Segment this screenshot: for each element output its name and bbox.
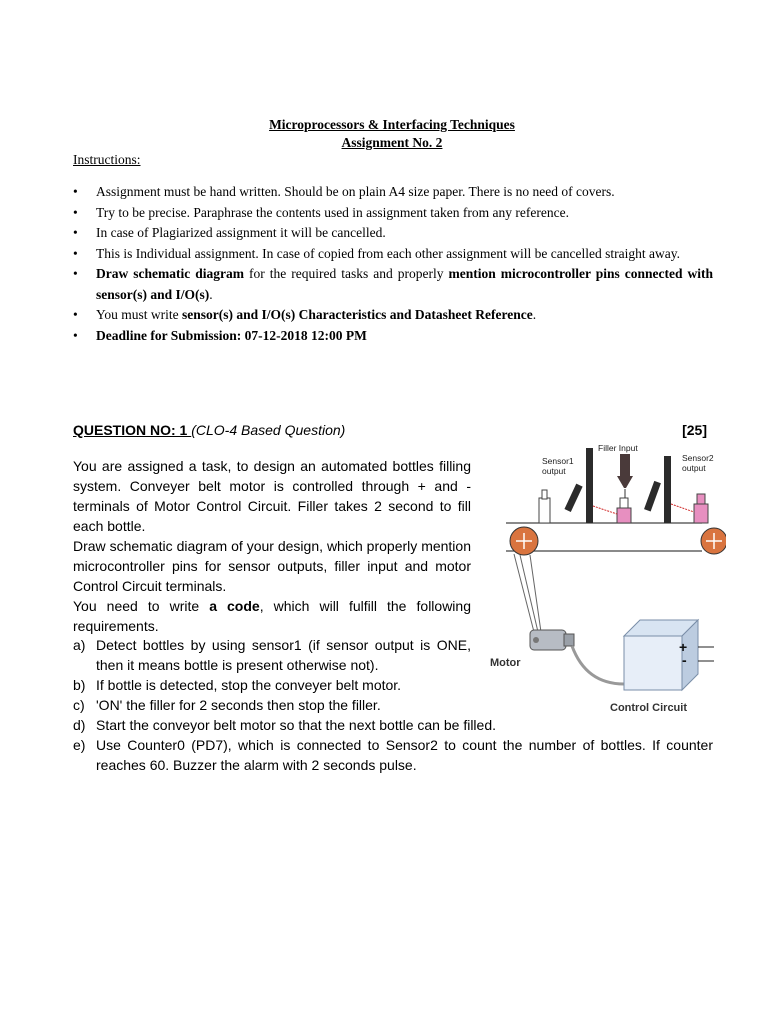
question-paragraph: You need to write a code, which will fulfill the following requirements. <box>73 598 471 634</box>
bullet-icon: • <box>73 307 78 322</box>
requirement-item: c) 'ON' the filler for 2 seconds then stop the filler. <box>73 697 381 713</box>
filler-input-label: Filler Input <box>598 443 638 453</box>
bullet-icon: • <box>73 204 78 220</box>
instruction-item: • Deadline for Submission: 07-12-2018 12:00 PM <box>73 326 713 347</box>
bullet-icon: • <box>73 184 78 199</box>
question-subtitle: (CLO-4 Based Question) <box>191 422 346 438</box>
control-circuit-box <box>624 620 714 690</box>
pulley-left <box>510 527 538 555</box>
sensor2-label: output <box>682 463 706 473</box>
control-circuit-label: Control Circuit <box>610 702 687 714</box>
instructions-list <box>73 182 713 346</box>
requirement-item: d) Start the conveyor belt motor so that the next bottle can be filled. <box>73 717 497 733</box>
plus-terminal-label: + <box>679 639 688 655</box>
document-title <box>0 116 768 152</box>
bullet-icon: • <box>73 266 78 281</box>
filler-nozzle <box>617 454 633 498</box>
filling-system-diagram <box>486 436 726 726</box>
requirement-item: a) Detect bottles by using sensor1 (if sensor output is ONE, then it means bottle is present otherwise not). <box>73 637 471 673</box>
course-title: Microprocessors & Interfacing Techniques <box>269 117 515 132</box>
bullet-icon: • <box>73 245 78 261</box>
bottle-empty <box>539 490 550 523</box>
motor-label: Motor <box>490 657 521 669</box>
question-paragraph: Draw schematic diagram of your design, which properly mention microcontroller pins for sensor outputs, filler input and motor Control Circuit terminals. <box>73 538 471 594</box>
bullet-icon: • <box>73 225 78 240</box>
sensor1-label: output <box>542 466 566 476</box>
bottle-filling <box>617 498 631 523</box>
question-body <box>73 456 471 636</box>
bottle-filled <box>694 494 708 523</box>
instruction-item: • You must write sensor(s) and I/O(s) Characteristics and Datasheet Reference. <box>73 305 713 326</box>
instruction-item: • Draw schematic diagram for the required tasks and properly mention microcontroller pins connected with sensor(s) and I/O(s). <box>73 266 714 302</box>
instruction-item: • In case of Plagiarized assignment it will be cancelled. <box>73 223 713 244</box>
instruction-item: • Try to be precise. Paraphrase the contents used in assignment taken from any reference. <box>73 203 713 224</box>
sensor2-label: Sensor2 <box>682 453 714 463</box>
assignment-title: Assignment No. 2 <box>341 135 443 150</box>
instruction-item: • This is Individual assignment. In case of copied from each other assignment will be cancelled straight away. <box>73 244 713 265</box>
question-number: QUESTION NO: 1 <box>73 422 192 438</box>
question-marks: [25] <box>682 422 707 438</box>
requirement-item: b) If bottle is detected, stop the conveyer belt motor. <box>73 677 402 693</box>
bullet-icon: • <box>73 327 78 343</box>
instruction-item: • Assignment must be hand written. Should be on plain A4 size paper. There is no need of covers. <box>73 182 713 203</box>
requirement-item: e) Use Counter0 (PD7), which is connected to Sensor2 to count the number of bottles. If counter reaches 60. Buzzer the alarm with 2 seconds pulse. <box>73 737 713 773</box>
question-paragraph: You are assigned a task, to design an automated bottles filling system. Conveyer belt motor is controlled through + and - terminals of Motor Control Circuit. Filler takes 2 second to fill each bottle. <box>73 458 471 534</box>
minus-terminal-label: - <box>682 652 687 668</box>
instructions-label: Instructions: <box>73 152 141 167</box>
motor-icon <box>530 630 574 650</box>
pulley-right <box>701 528 726 554</box>
sensor1-label: Sensor1 <box>542 456 574 466</box>
